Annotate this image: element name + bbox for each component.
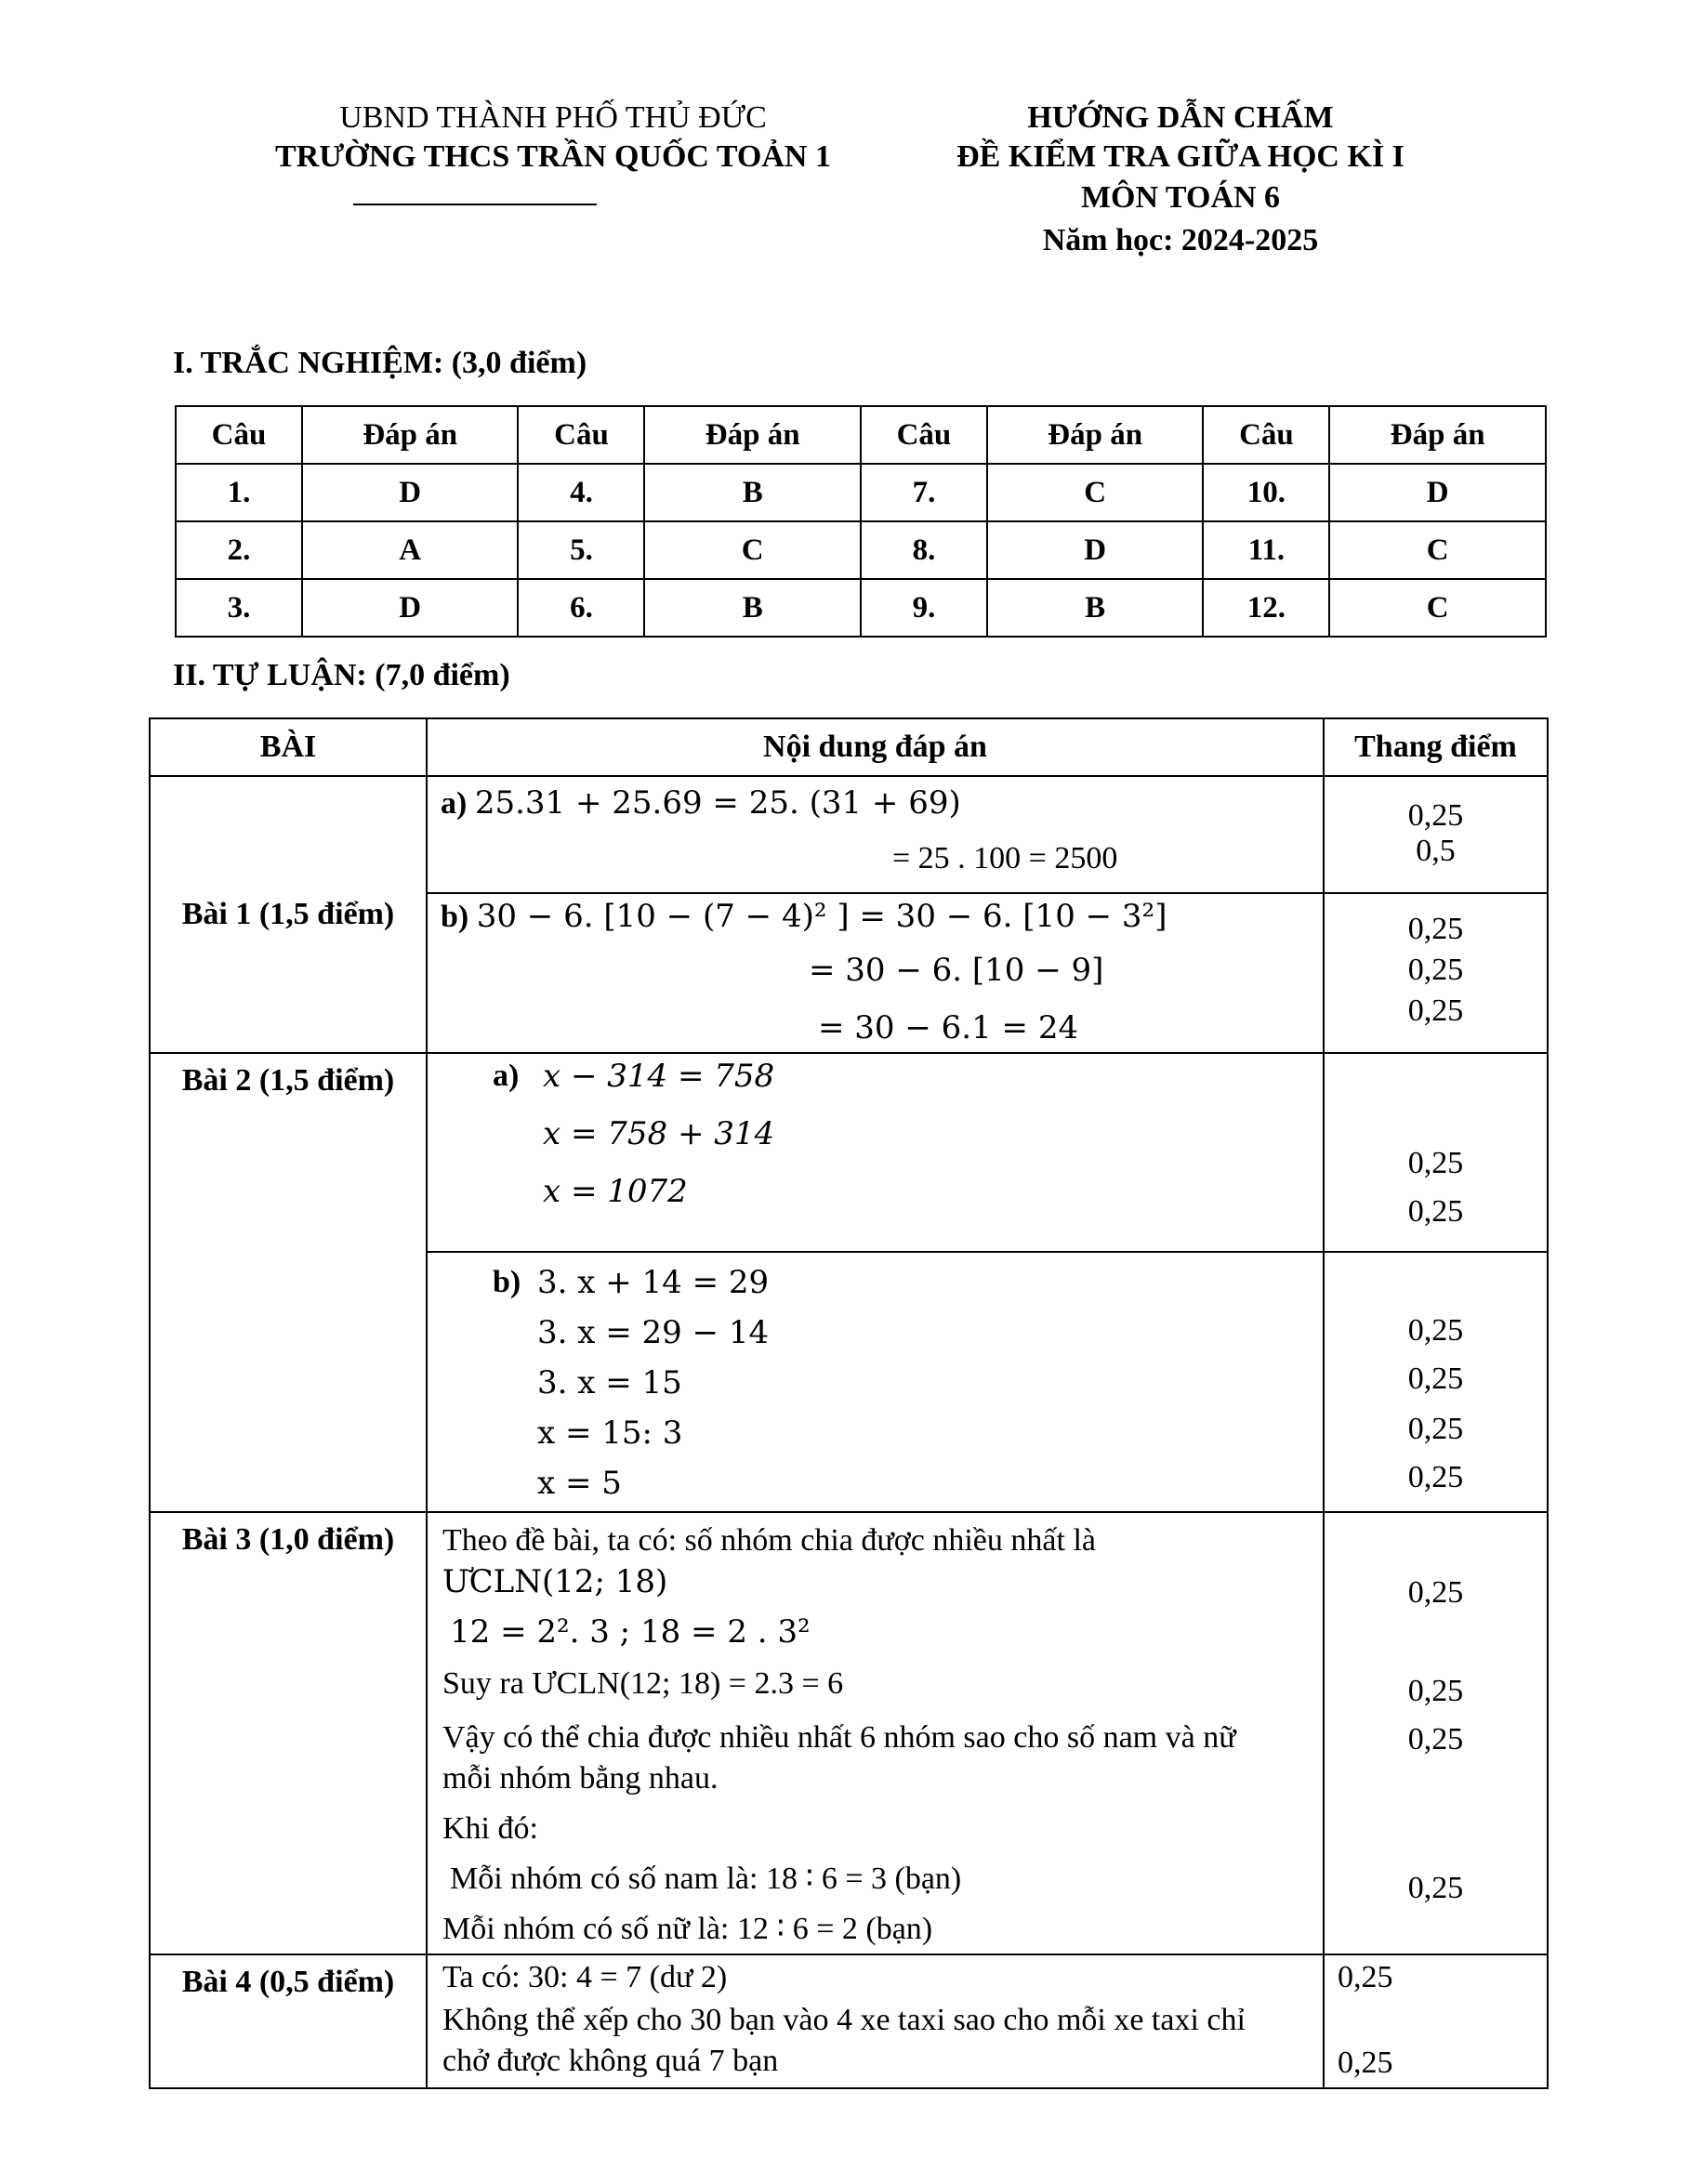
math-line: x = 15: 3	[537, 1414, 683, 1452]
question-number: 1.	[176, 464, 302, 521]
score-value: 0,25	[1407, 1871, 1464, 1905]
part-tag: a)	[441, 786, 468, 821]
math-line: 30 − 6. [10 − (7 − 4)² ] = 30 − 6. [10 − 3²]	[476, 898, 1167, 935]
exam-name: ĐỀ KIỂM TRA GIỮA HỌC KÌ I	[956, 139, 1404, 174]
bai4-row	[150, 1954, 1548, 2088]
question-number: 5.	[518, 521, 644, 579]
col-question: Câu	[518, 406, 644, 464]
text-line: Suy ra ƯCLN(12; 18) = 2.3 = 6	[442, 1666, 844, 1701]
math-line: x = 5	[537, 1465, 622, 1502]
mcq-row	[176, 464, 1546, 521]
math-line: 12 = 2². 3 ; 18 = 2 . 3²	[450, 1613, 811, 1651]
text-line: Khi đó:	[442, 1811, 538, 1846]
question-number: 10.	[1203, 464, 1329, 521]
subject: MÔN TOÁN 6	[1080, 180, 1281, 215]
math-line: x = 758 + 314	[543, 1115, 775, 1152]
col-question: Câu	[176, 406, 302, 464]
answer-letter: C	[987, 464, 1204, 521]
math-line: = 30 − 6.1 = 24	[818, 1009, 1079, 1046]
col-bai: BÀI	[150, 718, 427, 776]
school-name: TRƯỜNG THCS TRẦN QUỐC TOẢN 1	[275, 139, 831, 174]
bai4-scores	[1324, 1954, 1548, 2088]
header-divider	[353, 204, 597, 205]
bai2-label: Bài 2 (1,5 điểm)	[181, 1063, 395, 1098]
answer-letter: D	[302, 579, 519, 637]
score-value: 0,25	[1407, 953, 1464, 987]
col-question: Câu	[1203, 406, 1329, 464]
score-value: 0,25	[1338, 1960, 1393, 1994]
part-tag: b)	[441, 900, 469, 934]
bai1-label-cell	[150, 776, 427, 1053]
math-line: x = 1072	[543, 1173, 688, 1210]
section-1-title: I. TRẮC NGHIỆM: (3,0 điểm)	[173, 346, 587, 380]
bai1-a-content	[427, 776, 1324, 893]
answer-letter: A	[302, 521, 519, 579]
text-line: Vậy có thể chia được nhiều nhất 6 nhóm sao cho số nam và nữ	[442, 1720, 1236, 1755]
text-line: mỗi nhóm bằng nhau.	[442, 1761, 719, 1796]
part-tag: b)	[493, 1265, 521, 1299]
bai3-content	[427, 1512, 1324, 1954]
score-value: 0,25	[1407, 1460, 1464, 1494]
answer-letter: D	[987, 521, 1204, 579]
math-line: 3. x + 14 = 29	[537, 1264, 770, 1301]
score-value: 0,5	[1416, 834, 1456, 868]
bai3-label-cell	[150, 1512, 427, 1954]
answer-letter: B	[987, 579, 1204, 637]
math-line: ƯCLN(12; 18)	[442, 1563, 668, 1600]
col-answer: Đáp án	[302, 406, 519, 464]
bai2-a-row	[150, 1053, 1548, 1252]
math-line: 25.31 + 25.69 = 25. (31 + 69)	[474, 784, 961, 822]
col-answer: Đáp án	[987, 406, 1204, 464]
answer-letter: C	[1329, 579, 1546, 637]
question-number: 11.	[1203, 521, 1329, 579]
mcq-header-row	[176, 406, 1546, 464]
col-score: Thang điểm	[1324, 718, 1548, 776]
col-question: Câu	[861, 406, 987, 464]
math-line: x − 314 = 758	[543, 1058, 775, 1095]
text-line: Mỗi nhóm có số nam là: 18 ∶ 6 = 3 (bạn)	[450, 1862, 962, 1896]
question-number: 3.	[176, 579, 302, 637]
bai3-scores	[1324, 1512, 1548, 1954]
mcq-row	[176, 579, 1546, 637]
bai2-b-content	[427, 1252, 1324, 1512]
score-value: 0,25	[1407, 1362, 1464, 1396]
bai1-label: Bài 1 (1,5 điểm)	[181, 897, 395, 931]
answer-letter: B	[644, 579, 861, 637]
bai3-label: Bài 3 (1,0 điểm)	[181, 1522, 395, 1557]
math-line: = 25 . 100 = 2500	[892, 841, 1118, 875]
school-year: Năm học: 2024-2025	[1042, 223, 1319, 257]
answer-letter: C	[1329, 521, 1546, 579]
math-line: 3. x = 29 − 14	[537, 1314, 770, 1351]
score-value: 0,25	[1407, 1194, 1464, 1229]
math-line: = 30 − 6. [10 − 9]	[809, 952, 1104, 989]
score-value: 0,25	[1407, 1575, 1464, 1610]
score-value: 0,25	[1407, 1722, 1464, 1756]
bai2-b-scores	[1324, 1252, 1548, 1512]
doc-title: HƯỚNG DẪN CHẤM	[1027, 100, 1334, 135]
score-value: 0,25	[1407, 1313, 1464, 1348]
answer-letter: C	[644, 521, 861, 579]
text-line: Không thể xếp cho 30 bạn vào 4 xe taxi sao cho mỗi xe taxi chỉ	[442, 2003, 1246, 2037]
question-number: 8.	[861, 521, 987, 579]
score-value: 0,25	[1407, 912, 1464, 946]
bai2-a-content	[427, 1053, 1324, 1252]
answer-letter: D	[1329, 464, 1546, 521]
bai2-label-cell	[150, 1053, 427, 1512]
bai3-row	[150, 1512, 1548, 1954]
answer-letter: D	[302, 464, 519, 521]
text-line: Ta có: 30: 4 = 7 (dư 2)	[442, 1960, 728, 1994]
bai4-label-cell	[150, 1954, 427, 2088]
score-value: 0,25	[1407, 798, 1464, 833]
bai1-a-row	[150, 776, 1548, 893]
question-number: 6.	[518, 579, 644, 637]
bai1-b-scores	[1324, 893, 1548, 1053]
question-number: 4.	[518, 464, 644, 521]
answer-letter: B	[644, 464, 861, 521]
col-content: Nội dung đáp án	[427, 718, 1324, 776]
bai1-b-content	[427, 893, 1324, 1053]
school-district: UBND THÀNH PHỐ THỦ ĐỨC	[339, 100, 767, 135]
math-line: 3. x = 15	[537, 1364, 682, 1401]
section-2-title: II. TỰ LUẬN: (7,0 điểm)	[173, 658, 510, 692]
bai4-content	[427, 1954, 1324, 2088]
text-line: Theo đề bài, ta có: số nhóm chia được nhiều nhất là	[442, 1523, 1096, 1558]
question-number: 2.	[176, 521, 302, 579]
essay-answer-table	[149, 717, 1549, 2089]
score-value: 0,25	[1407, 1412, 1464, 1446]
score-value: 0,25	[1338, 2046, 1393, 2080]
essay-header-row	[150, 718, 1548, 776]
mcq-answer-table	[175, 405, 1547, 638]
text-line: chở được không quá 7 bạn	[442, 2044, 779, 2078]
bai1-a-scores	[1324, 776, 1548, 893]
col-answer: Đáp án	[644, 406, 861, 464]
score-value: 0,25	[1407, 993, 1464, 1028]
question-number: 12.	[1203, 579, 1329, 637]
score-value: 0,25	[1407, 1674, 1464, 1708]
score-value: 0,25	[1407, 1146, 1464, 1180]
bai4-label: Bài 4 (0,5 điểm)	[181, 1965, 395, 1999]
bai2-a-scores	[1324, 1053, 1548, 1252]
col-answer: Đáp án	[1329, 406, 1546, 464]
question-number: 7.	[861, 464, 987, 521]
part-tag: a)	[493, 1059, 520, 1093]
mcq-row	[176, 521, 1546, 579]
question-number: 9.	[861, 579, 987, 637]
text-line: Mỗi nhóm có số nữ là: 12 ∶ 6 = 2 (bạn)	[442, 1912, 933, 1946]
